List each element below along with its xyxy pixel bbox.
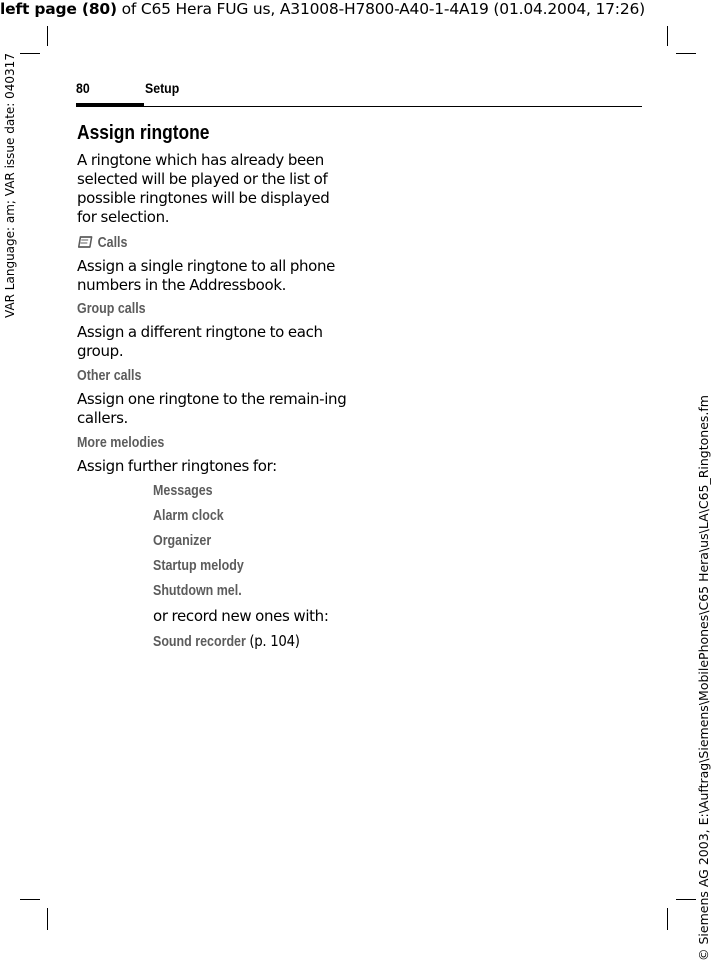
sub-item-messages: Messages [153, 483, 213, 499]
left-margin-text: VAR Language: am; VAR issue date: 040317 [3, 53, 17, 318]
print-banner-page: left page (80) [0, 0, 117, 18]
sound-recorder-label: Sound recorder [153, 634, 246, 650]
page-number: 80 [76, 80, 90, 96]
page-reference: (p. 104) [249, 632, 300, 650]
crop-mark [676, 899, 696, 900]
menu-item-group-calls: Group calls [77, 301, 146, 317]
sub-item-shutdown-melody: Shutdown mel. [153, 583, 242, 599]
group-calls-description: Assign a different ringtone to each group. [77, 323, 323, 360]
sub-item-alarm-clock: Alarm clock [153, 508, 224, 524]
intro-paragraph: A ringtone which has already been selected will be played or the list of possible ringtones will be displayed for selection. [77, 151, 330, 226]
crop-mark [676, 53, 696, 54]
page-heading: Assign ringtone [77, 122, 210, 144]
sub-item-sound-recorder [153, 632, 300, 651]
menu-item-more-melodies: More melodies [77, 435, 165, 451]
notebook-icon [77, 235, 94, 254]
sub-item-startup-melody: Startup melody [153, 558, 244, 574]
calls-description: Assign a single ringtone to all phone numbers in the Addressbook. [77, 257, 336, 294]
crop-mark [47, 26, 48, 46]
crop-mark [20, 899, 40, 900]
calls-label: Calls [97, 235, 128, 251]
other-calls-description: Assign one ringtone to the remain-ing callers. [77, 390, 347, 427]
left-margin-note [0, 28, 21, 318]
more-melodies-description: Assign further ringtones for: [77, 457, 277, 475]
right-margin-note [693, 390, 715, 961]
crop-mark [667, 26, 668, 46]
header-bar [76, 103, 144, 107]
right-margin-text: © Siemens AG 2003, E:\Auftrag\Siemens\MobilePhones\C65 Hera\us\LA\C65_Ringtones.fm [696, 395, 711, 961]
print-banner [0, 0, 715, 22]
menu-item-other-calls: Other calls [77, 368, 142, 384]
print-banner-info: of C65 Hera FUG us, A31008-H7800-A40-1-4A19 (01.04.2004, 17:26) [116, 0, 645, 18]
crop-mark [667, 908, 668, 930]
sub-item-organizer: Organizer [153, 533, 212, 549]
menu-item-calls [77, 234, 127, 254]
header-rule [144, 106, 642, 107]
crop-mark [20, 53, 40, 54]
crop-mark [47, 908, 48, 930]
record-text: or record new ones with: [153, 607, 329, 625]
section-title: Setup [145, 80, 180, 96]
